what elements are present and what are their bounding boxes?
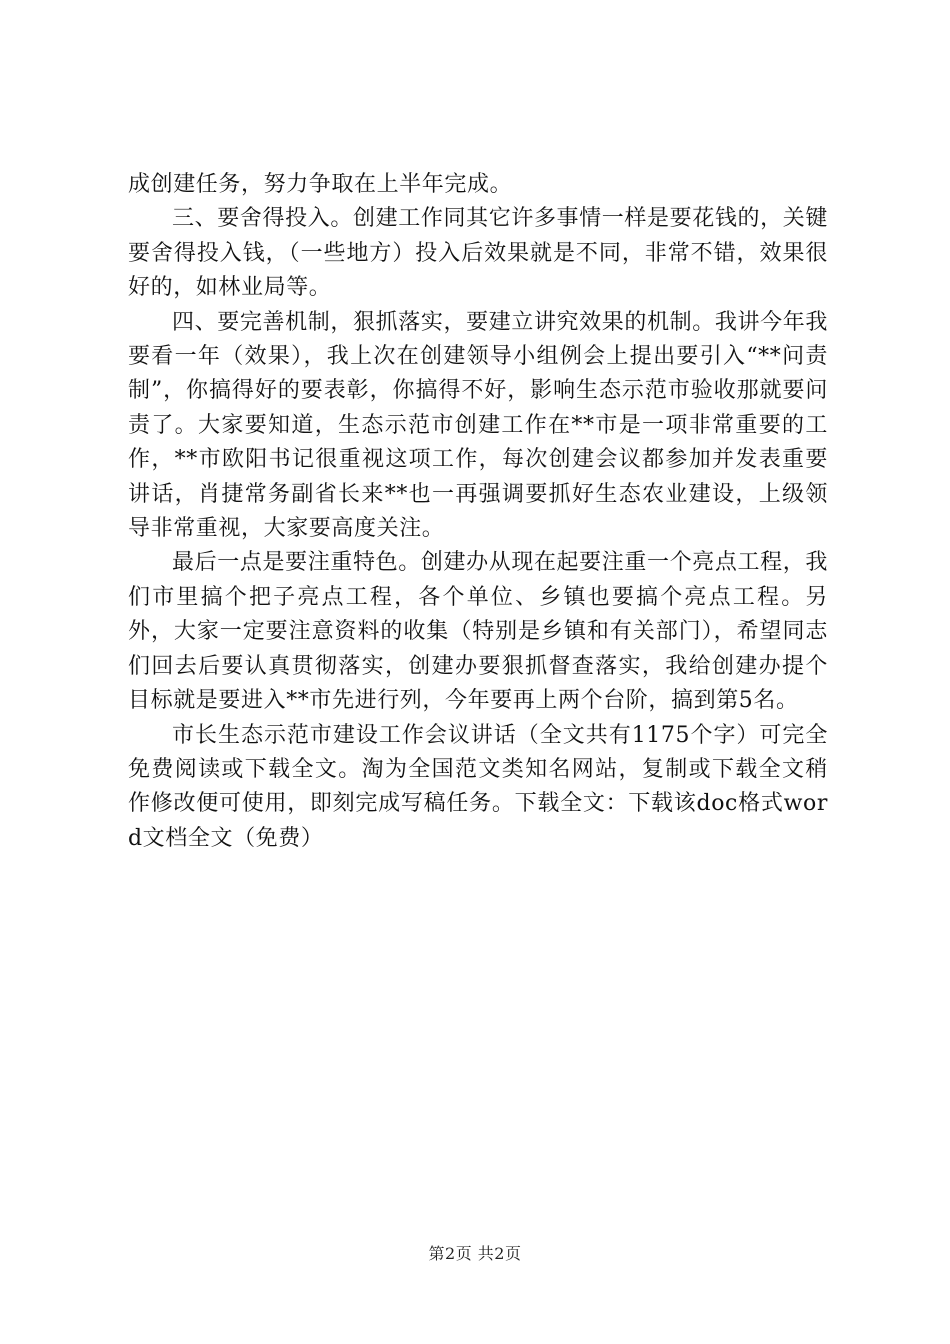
paragraph-download-notice: 市长生态示范市建设工作会议讲话（全文共有1175个字）可完全免费阅读或下载全文。淘为全国范文类知名网站，复制或下载全文稍作修改便可使用，即刻完成写稿任务。下载全文：下载该doc格式word文档全文（免费）: [128, 722, 828, 851]
paragraph-mechanism: 四、要完善机制，狠抓落实，要建立讲究效果的机制。我讲今年我要看一年（效果），我上次在创建领导小组例会上提出要引入“**问责制”，你搞得好的要表彰，你搞得不好，影响生态示范市验收那就要问责了。大家要知道，生态示范市创建工作在**市是一项非常重要的工作，**市欧阳书记很重视这项工作，每次创建会议都参加并发表重要讲话，肖捷常务副省长来**也一再强调要抓好生态农业建设，上级领导非常重视，大家要高度关注。: [128, 309, 828, 542]
page-number-footer: 第2页 共2页: [428, 1244, 522, 1263]
paragraph-continuation: 成创建任务，努力争取在上半年完成。: [128, 172, 513, 197]
paragraph-characteristics: 最后一点是要注重特色。创建办从现在起要注重一个亮点工程，我们市里搞个把子亮点工程，各个单位、乡镇也要搞个亮点工程。另外，大家一定要注意资料的收集（特别是乡镇和有关部门），希望同志们回去后要认真贯彻落实，创建办要狠抓督查落实，我给创建办提个目标就是要进入**市先进行列，今年要再上两个台阶，搞到第5名。: [128, 550, 828, 714]
document-body: [128, 168, 828, 856]
paragraph-investment: 三、要舍得投入。创建工作同其它许多事情一样是要花钱的，关键要舍得投入钱，（一些地方）投入后效果就是不同，非常不错，效果很好的，如林业局等。: [128, 206, 828, 301]
